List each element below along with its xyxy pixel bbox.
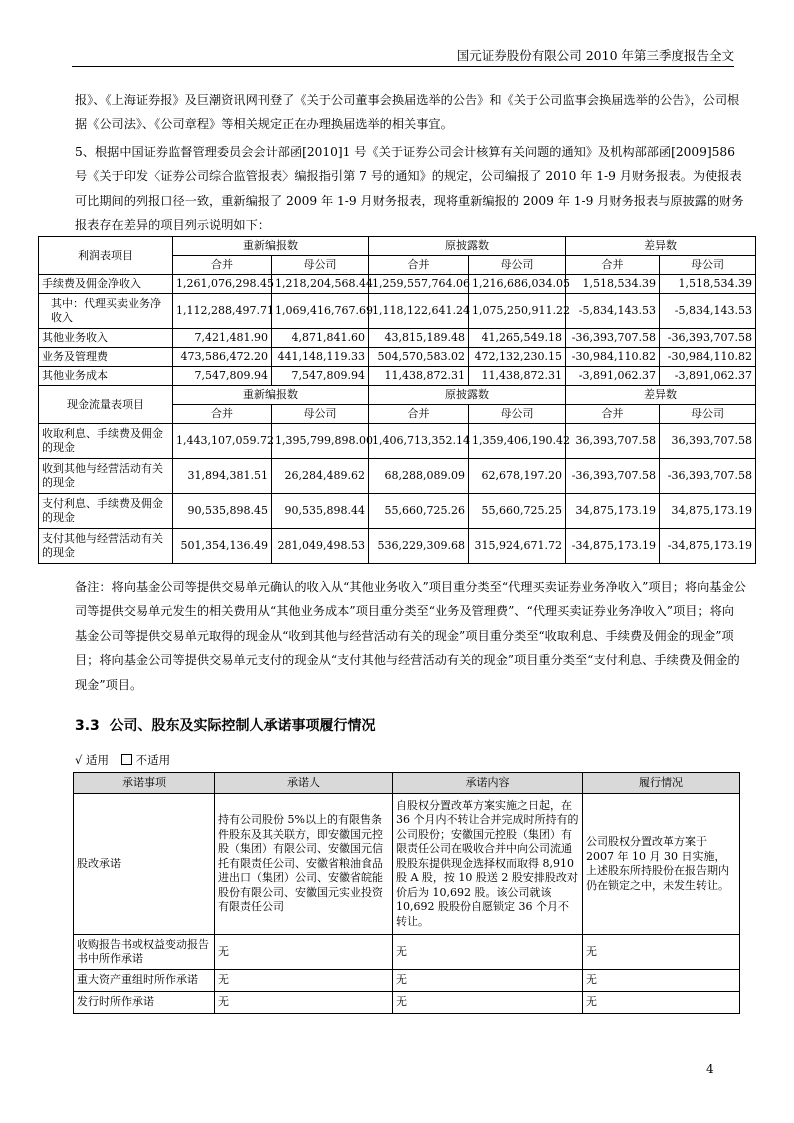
sub-consolidated: 合并 (369, 256, 469, 275)
paragraph-restatement: 5、根据中国证券监督管理委员会会计部函[2010]1 号《关于证券公司会计核算有关问题的通知》及机构部部函[2009]586 号《关于印发〈证券公司综合监管报表〉编报指引第 7 号的通知》的规定，公司编报了 2010 年 1-9 月财务报表。为使报表可比期间的列报口径一致，重新编报了 2009 年 1-9 月财务报表，现将重新编报的 2009 年 1-9 月财务报表与原披露的财务报表存在差异的项目列示说明如下： (75, 145, 744, 233)
cell-value: 1,218,204,568.44 (272, 275, 369, 294)
cell-value: 7,547,809.94 (173, 367, 272, 386)
cell-value: 26,284,489.62 (272, 459, 369, 494)
cell-value: 473,586,472.20 (173, 348, 272, 367)
not-applicable-label: 不适用 (135, 753, 171, 767)
cell-value: 1,075,250,911.22 (469, 294, 566, 329)
cell-value: 441,148,119.33 (272, 348, 369, 367)
section-title: 公司、股东及实际控制人承诺事项履行情况 (109, 718, 376, 734)
cell-value: 1,069,416,767.69 (272, 294, 369, 329)
header-commit-content: 承诺内容 (393, 773, 583, 794)
sub-parent: 母公司 (272, 256, 369, 275)
sub-consolidated: 合并 (566, 405, 660, 424)
table-row (39, 529, 756, 564)
cell-value: -3,891,062.37 (660, 367, 756, 386)
commit-person: 无 (215, 992, 393, 1014)
row-label: 收到其他与经营活动有关的现金 (39, 459, 173, 494)
table-row (39, 494, 756, 529)
cell-value: -5,834,143.53 (660, 294, 756, 329)
cell-value: 1,359,406,190.42 (469, 424, 566, 459)
cell-value: -34,875,173.19 (566, 529, 660, 564)
cell-value: 36,393,707.58 (660, 424, 756, 459)
commit-content: 无 (393, 992, 583, 1014)
table-row (39, 275, 756, 294)
cell-value: 501,354,136.49 (173, 529, 272, 564)
group-restated: 重新编报数 (173, 386, 369, 405)
cell-value: -5,834,143.53 (566, 294, 660, 329)
row-label: 手续费及佣金净收入 (39, 275, 173, 294)
cell-value: 1,112,288,497.71 (173, 294, 272, 329)
cell-value: -30,984,110.82 (566, 348, 660, 367)
cell-value: 4,871,841.60 (272, 329, 369, 348)
commit-person: 无 (215, 935, 393, 970)
cash-group-header-row (39, 386, 756, 405)
cell-value: 11,438,872.31 (369, 367, 469, 386)
commit-content: 自股权分置改革方案实施之日起，在 36 个月内不转让合并完成时所持有的公司股份；安徽国元控股（集团）有限责任公司在吸收合并中向公司流通股股东提供现金选择权而取得 8,910 股 A 股，按 10 股送 2 股安排股改对价后为 10,692 股。该公司就该 10,692 股股份自愿锁定 36 个月不转让。 (393, 794, 583, 935)
sub-consolidated: 合并 (369, 405, 469, 424)
table-row (39, 424, 756, 459)
cell-value: 315,924,671.72 (469, 529, 566, 564)
cell-value: -34,875,173.19 (660, 529, 756, 564)
cell-value: 1,443,107,059.72 (173, 424, 272, 459)
commit-person: 无 (215, 970, 393, 992)
cell-value: 472,132,230.15 (469, 348, 566, 367)
cell-value: -36,393,707.58 (660, 329, 756, 348)
commit-item: 重大资产重组时所作承诺 (74, 970, 215, 992)
cell-value: 55,660,725.25 (469, 494, 566, 529)
cell-value: 62,678,197.20 (469, 459, 566, 494)
row-label: 支付其他与经营活动有关的现金 (39, 529, 173, 564)
cell-value: 34,875,173.19 (660, 494, 756, 529)
table-row (39, 348, 756, 367)
cell-value: 41,265,549.18 (469, 329, 566, 348)
cell-value: 1,518,534.39 (660, 275, 756, 294)
commitment-table (73, 772, 740, 1014)
cell-value: 36,393,707.58 (566, 424, 660, 459)
cell-value: 7,547,809.94 (272, 367, 369, 386)
sub-parent: 母公司 (660, 405, 756, 424)
financial-restatement-table (38, 236, 756, 564)
sub-consolidated: 合并 (173, 405, 272, 424)
commit-item: 发行时所作承诺 (74, 992, 215, 1014)
paragraph-board-election: 报》、《上海证券报》及巨潮资讯网刊登了《关于公司董事会换届选举的公告》和《关于公司监事会换届选举的公告》，公司根据《公司法》、《公司章程》等相关规定正在办理换届选举的相关事宜。 (75, 93, 740, 132)
cell-value: 1,216,686,034.05 (469, 275, 566, 294)
cell-value: 536,229,309.68 (369, 529, 469, 564)
cell-value: 1,395,799,898.00 (272, 424, 369, 459)
sub-parent: 母公司 (469, 256, 566, 275)
cell-value: 90,535,898.44 (272, 494, 369, 529)
commit-content: 无 (393, 935, 583, 970)
table-note: 备注：将向基金公司等提供交易单元确认的收入从“其他业务收入”项目重分类至“代理买卖证券业务净收入”项目；将向基金公司等提供交易单元发生的相关费用从“其他业务成本”项目重分类至“业务及管理费”、“代理买卖证券业务净收入”项目；将向基金公司等提供交易单元取得的现金从“收到其他与经营活动有关的现金”项目重分类至“收取利息、手续费及佣金的现金”项目；将向基金公司等提供交易单元支付的现金从“支付其他与经营活动有关的现金”项目重分类至“支付利息、手续费及佣金的现金”项目。 (75, 580, 746, 692)
group-restated: 重新编报数 (173, 237, 369, 256)
table-row (74, 794, 740, 935)
cashflow-header-cell: 现金流量表项目 (39, 386, 173, 424)
cell-value: 1,406,713,352.14 (369, 424, 469, 459)
cell-value: 1,518,534.39 (566, 275, 660, 294)
cell-value: 1,118,122,641.24 (369, 294, 469, 329)
cell-value: 90,535,898.45 (173, 494, 272, 529)
header-commit-person: 承诺人 (215, 773, 393, 794)
header-rule (72, 66, 734, 67)
table-row (74, 992, 740, 1014)
page-number: 4 (706, 1062, 714, 1076)
cell-value: 55,660,725.26 (369, 494, 469, 529)
row-label: 其他业务收入 (39, 329, 173, 348)
commit-status: 公司股权分置改革方案于 2007 年 10 月 30 日实施，上述股东所持股份在报告期内仍在锁定之中，未发生转让。 (583, 794, 740, 935)
group-diff: 差异数 (566, 237, 756, 256)
group-diff: 差异数 (566, 386, 756, 405)
cell-value: -36,393,707.58 (566, 329, 660, 348)
applicable-label: 适用 (85, 753, 109, 767)
commit-item: 收购报告书或权益变动报告书中所作承诺 (74, 935, 215, 970)
commit-status: 无 (583, 970, 740, 992)
section-number: 3.3 (75, 718, 100, 734)
cell-value: 504,570,583.02 (369, 348, 469, 367)
cell-value: -3,891,062.37 (566, 367, 660, 386)
sub-consolidated: 合并 (173, 256, 272, 275)
section-heading (75, 715, 376, 735)
commit-header-row (74, 773, 740, 794)
cell-value: 31,894,381.51 (173, 459, 272, 494)
cell-value: -36,393,707.58 (660, 459, 756, 494)
table-row (39, 329, 756, 348)
commit-person: 持有公司股份 5%以上的有限售条件股东及其关联方，即安徽国元控股（集团）有限公司、安徽国元信托有限责任公司、安徽省粮油食品进出口（集团）公司、安徽省皖能股份有限公司、安徽国元实业投资有限责任公司 (215, 794, 393, 935)
applicability-selector (75, 752, 170, 768)
commit-content: 无 (393, 970, 583, 992)
cell-value: 68,288,089.09 (369, 459, 469, 494)
commit-status: 无 (583, 992, 740, 1014)
table-row (39, 294, 756, 329)
page-header-title: 国元证券股份有限公司 2010 年第三季度报告全文 (456, 48, 734, 63)
commit-status: 无 (583, 935, 740, 970)
row-label: 支付利息、手续费及佣金的现金 (39, 494, 173, 529)
table-row (39, 367, 756, 386)
cell-value: 11,438,872.31 (469, 367, 566, 386)
income-header-cell: 利润表项目 (39, 237, 173, 275)
group-original: 原披露数 (369, 386, 566, 405)
cell-value: 7,421,481.90 (173, 329, 272, 348)
cell-value: -36,393,707.58 (566, 459, 660, 494)
cell-value: 43,815,189.48 (369, 329, 469, 348)
sub-parent: 母公司 (272, 405, 369, 424)
row-label: 其他业务成本 (39, 367, 173, 386)
cell-value: 34,875,173.19 (566, 494, 660, 529)
sub-parent: 母公司 (469, 405, 566, 424)
sub-parent: 母公司 (660, 256, 756, 275)
table-row (74, 970, 740, 992)
empty-checkbox-icon (121, 754, 132, 765)
income-group-header-row (39, 237, 756, 256)
header-commit-status: 履行情况 (583, 773, 740, 794)
row-label: 业务及管理费 (39, 348, 173, 367)
cell-value: -30,984,110.82 (660, 348, 756, 367)
table-row (39, 459, 756, 494)
group-original: 原披露数 (369, 237, 566, 256)
cell-value: 1,261,076,298.45 (173, 275, 272, 294)
table-row (74, 935, 740, 970)
row-label: 其中：代理买卖业务净收入 (39, 294, 173, 329)
checkmark-icon: √ (75, 753, 83, 767)
cell-value: 1,259,557,764.06 (369, 275, 469, 294)
sub-consolidated: 合并 (566, 256, 660, 275)
row-label: 收取利息、手续费及佣金的现金 (39, 424, 173, 459)
header-commit-item: 承诺事项 (74, 773, 215, 794)
commit-item: 股改承诺 (74, 794, 215, 935)
cell-value: 281,049,498.53 (272, 529, 369, 564)
